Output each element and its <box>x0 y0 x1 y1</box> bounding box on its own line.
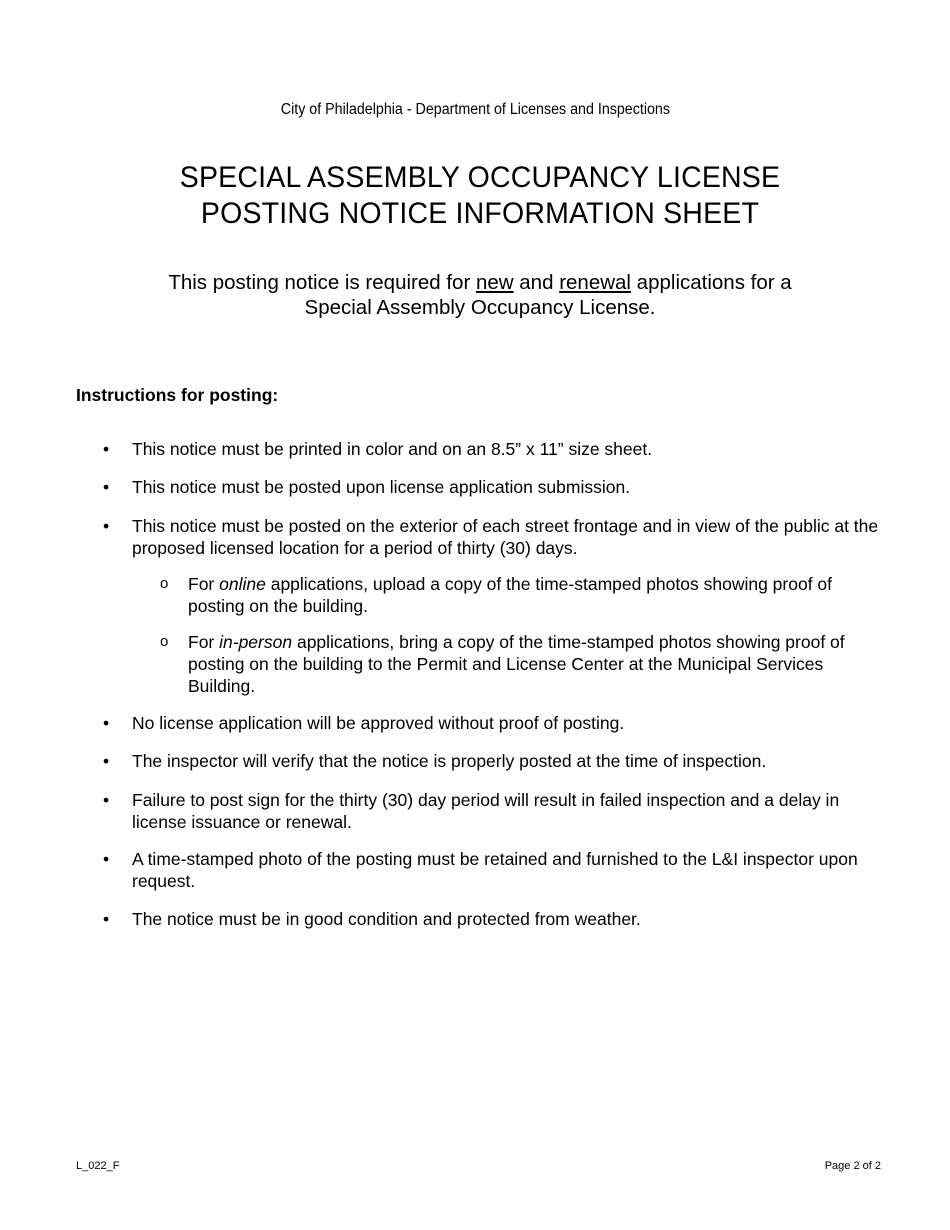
form-code: L_022_F <box>76 1160 120 1172</box>
instruction-item: This notice must be printed in color and on an 8.5” x 11” size sheet. <box>132 439 653 459</box>
instruction-item: The notice must be in good condition and protected from weather. <box>132 909 641 929</box>
bullet-marker: • <box>103 439 110 459</box>
sub-item-emphasis: online <box>219 574 266 594</box>
title-line-2: POSTING NOTICE INFORMATION SHEET <box>200 197 760 230</box>
instruction-item: Failure to post sign for the thirty (30) day period will result in failed inspection and a delay in license issuance or renewal. <box>132 790 840 832</box>
sub-item-emphasis: in-person <box>219 632 293 652</box>
sub-item-prefix: For <box>188 632 220 652</box>
intro-text-2: applications for a <box>630 271 792 294</box>
sub-item-rest: applications, upload a copy of the time-stamped photos showing proof of posting on the building. <box>188 574 833 616</box>
instructions-heading: Instructions for posting: <box>76 385 279 405</box>
instruction-item: The inspector will verify that the notice is properly posted at the time of inspection. <box>132 751 767 771</box>
sub-bullet-marker: o <box>160 575 169 592</box>
sub-item-rest: applications, bring a copy of the time-stamped photos showing proof of posting on the building to the Permit and License Center at the Municipal Services Building. <box>188 632 845 696</box>
instruction-sub-item-in-person <box>188 631 893 697</box>
bullet-marker: • <box>103 713 110 733</box>
instruction-item: This notice must be posted upon license application submission. <box>132 477 631 497</box>
bullet-marker: • <box>103 849 110 869</box>
intro-text-1: This posting notice is required for <box>168 271 476 294</box>
bullet-marker: • <box>103 909 110 929</box>
intro-statement <box>0 270 950 320</box>
title-line-1: SPECIAL ASSEMBLY OCCUPANCY LICENSE <box>179 161 781 194</box>
bullet-marker: • <box>103 751 110 771</box>
instruction-sub-item-online <box>188 573 893 617</box>
sub-bullet-marker: o <box>160 633 169 650</box>
intro-line-2: Special Assembly Occupancy License. <box>304 296 656 319</box>
intro-line-1 <box>0 270 950 295</box>
intro-and: and <box>513 271 560 294</box>
page-number: Page 2 of 2 <box>824 1160 881 1172</box>
sub-item-prefix: For <box>188 574 220 594</box>
page-title <box>24 160 936 232</box>
instruction-item: A time-stamped photo of the posting must be retained and furnished to the L&I inspector upon request. <box>132 849 858 891</box>
intro-renewal: renewal <box>559 271 631 294</box>
bullet-marker: • <box>103 516 110 536</box>
instruction-item: This notice must be posted on the exterior of each street frontage and in view of the public at the proposed licensed location for a period of thirty (30) days. <box>132 516 879 558</box>
department-header: City of Philadelphia - Department of Licenses and Inspections <box>280 101 670 118</box>
intro-new: new <box>475 271 514 294</box>
bullet-marker: • <box>103 477 110 497</box>
bullet-marker: • <box>103 790 110 810</box>
instruction-item: No license application will be approved without proof of posting. <box>132 713 625 733</box>
